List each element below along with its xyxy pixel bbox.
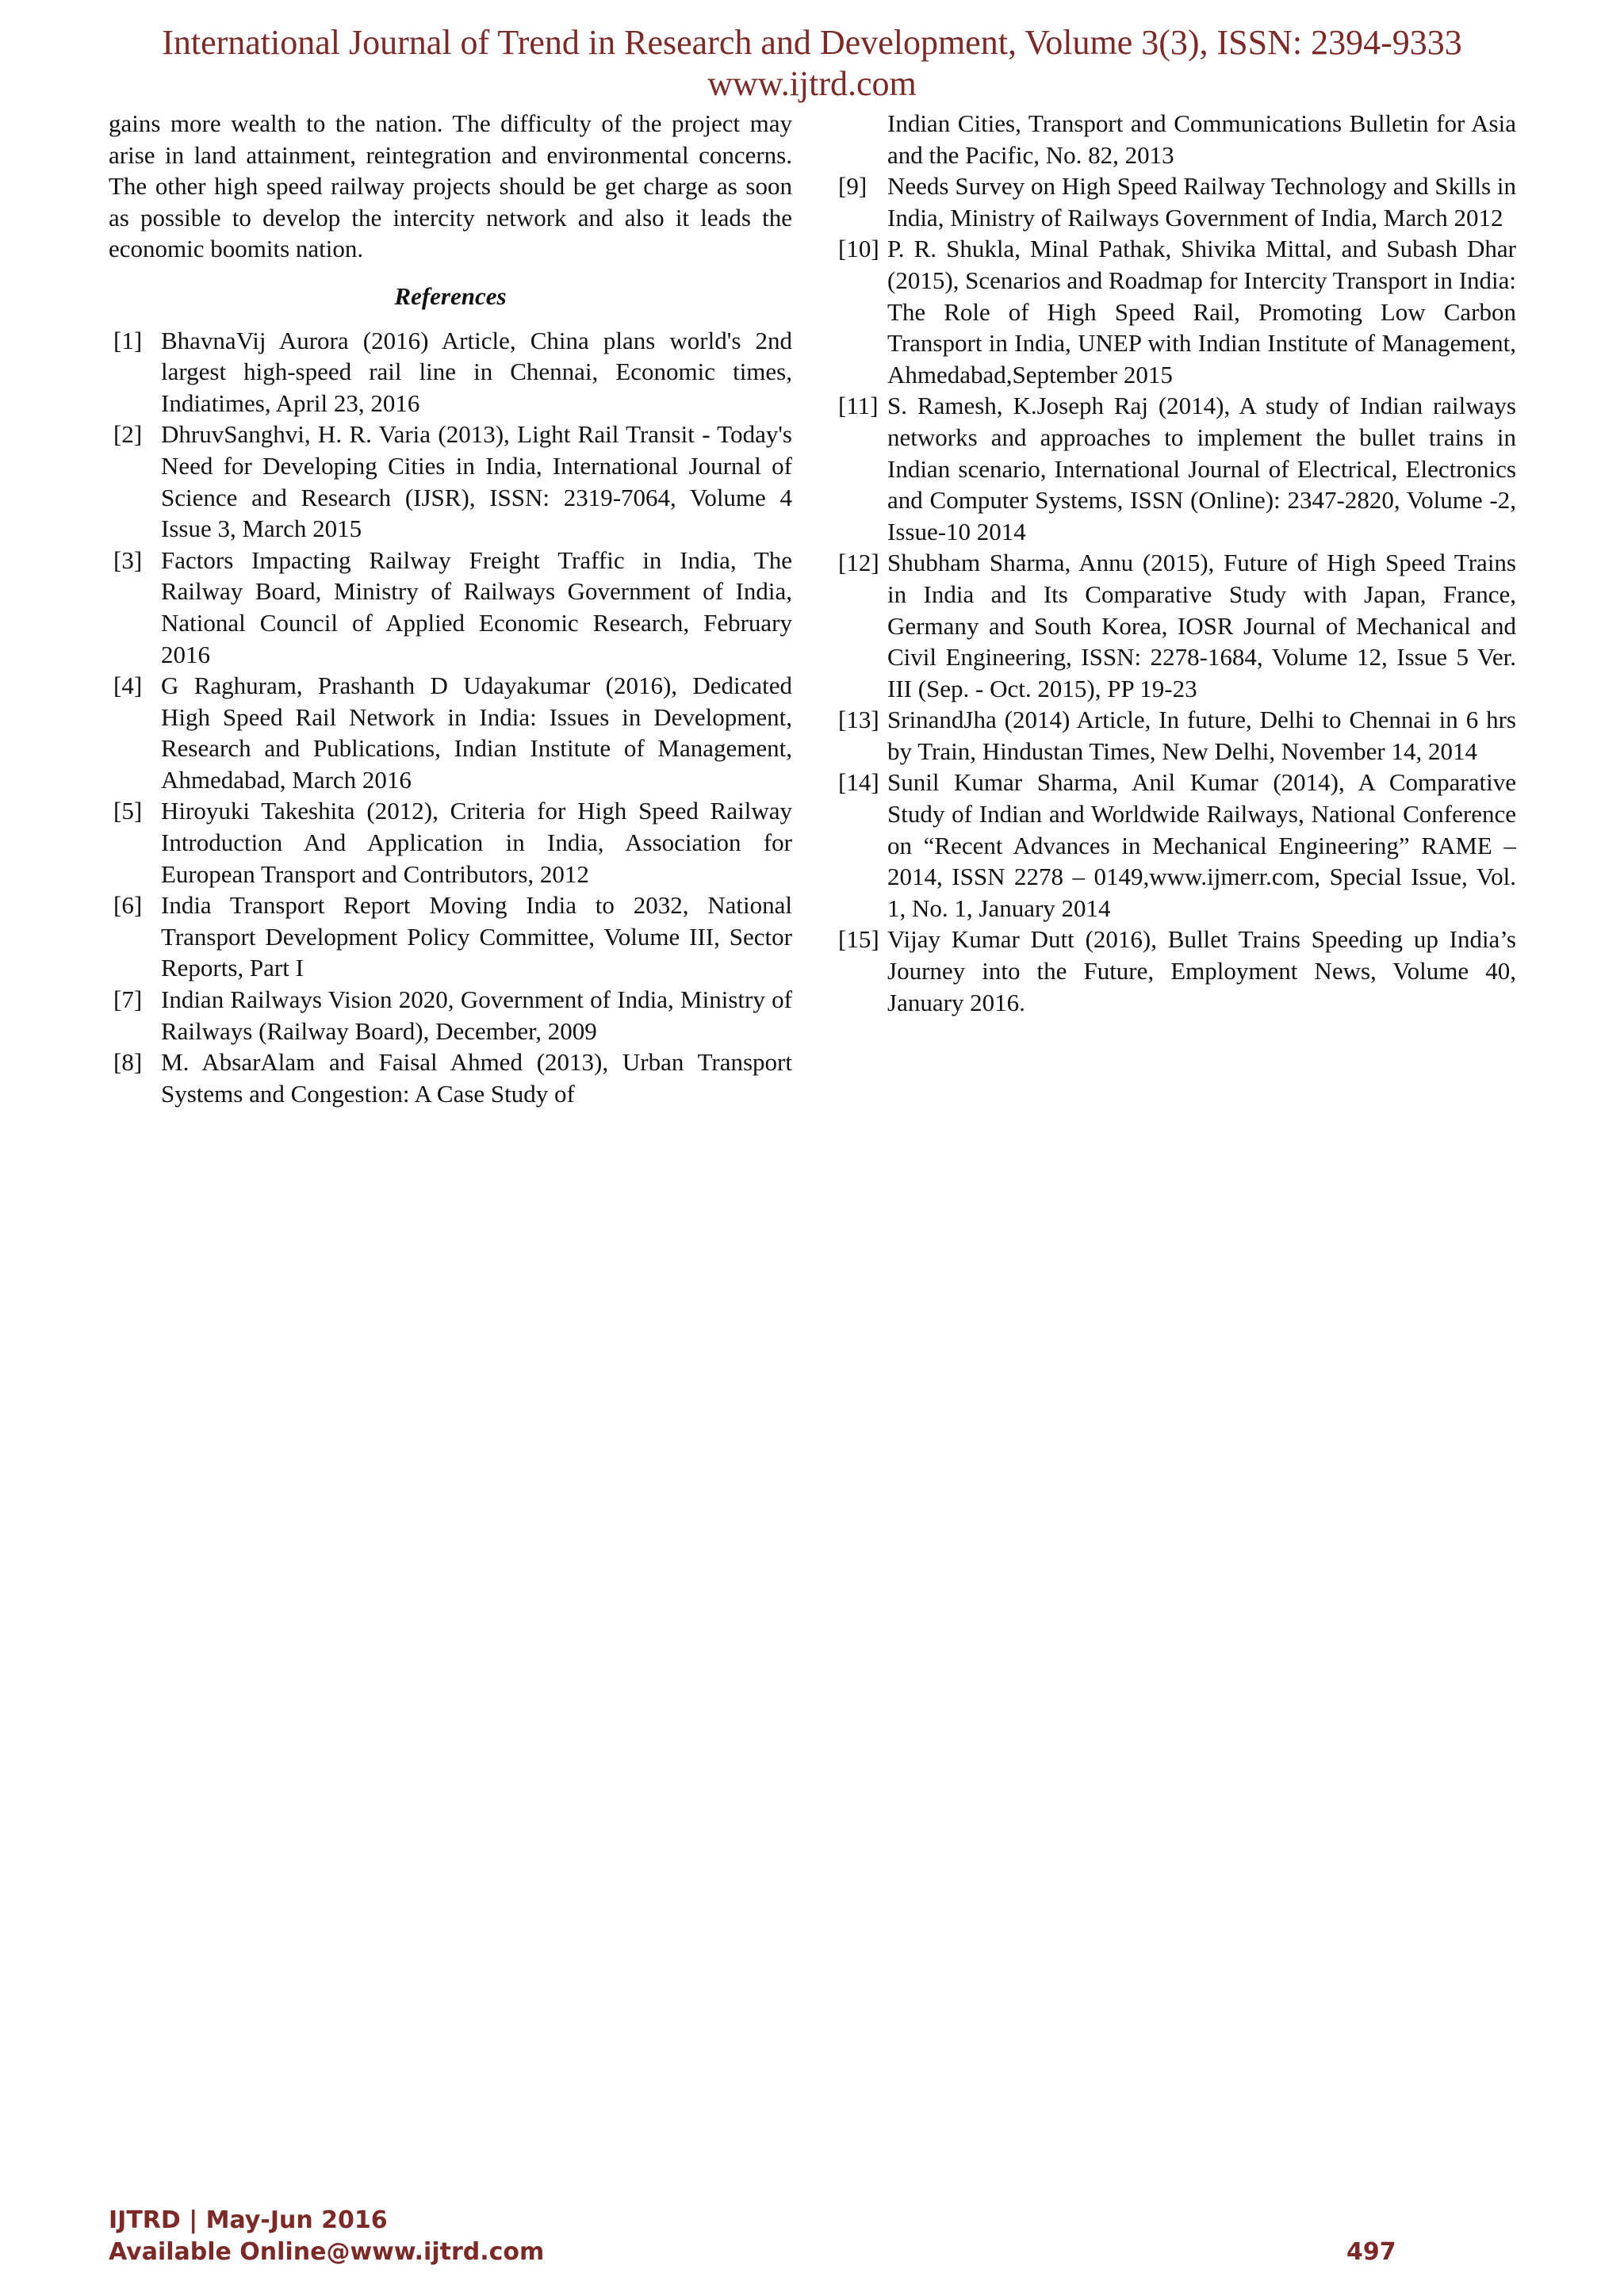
reference-text: BhavnaVij Aurora (2016) Article, China plans world's 2nd largest high-speed rail line in Chennai, Economic times, Indiatimes, April 23, 2016 — [161, 326, 792, 417]
reference-number: [15] — [838, 925, 879, 954]
right-column — [838, 108, 1516, 1018]
reference-text: P. R. Shukla, Minal Pathak, Shivika Mittal, and Subash Dhar (2015), Scenarios and Roadmap for Intercity Transport in India: The Role of High Speed Rail, Promoting Low Carbon Transport in India, UNEP with Indian Institute of Management, Ahmedabad,September 2015 — [887, 235, 1516, 388]
reference-text: G Raghuram, Prashanth D Udayakumar (2016), Dedicated High Speed Rail Network in India: Issues in Development, Research and Publications, Indian Institute of Management, Ahmedabad, March 2016 — [161, 672, 792, 794]
reference-text: Indian Railways Vision 2020, Government of India, Ministry of Railways (Railway Board), December, 2009 — [161, 985, 792, 1045]
reference-text: S. Ramesh, K.Joseph Raj (2014), A study of Indian railways networks and approaches to implement the bullet trains in Indian scenario, International Journal of Electrical, Electronics and Computer Systems, ISSN (Online): 2347-2820, Volume -2, Issue-10 2014 — [887, 392, 1516, 545]
reference-item — [109, 1047, 792, 1109]
reference-item — [838, 547, 1516, 704]
reference-item — [109, 795, 792, 890]
reference-item — [838, 390, 1516, 547]
reference-number: [14] — [838, 768, 879, 797]
page-number: 497 — [1346, 2238, 1396, 2266]
reference-item — [109, 325, 792, 419]
reference-item — [109, 890, 792, 984]
reference-number: [10] — [838, 235, 879, 263]
reference-number: [4] — [113, 672, 143, 700]
reference-number: [2] — [113, 420, 143, 449]
reference-text: Factors Impacting Railway Freight Traffic in India, The Railway Board, Ministry of Railways Government of India, National Council of Applied Economic Research, February 2016 — [161, 545, 792, 668]
reference-item — [838, 233, 1516, 390]
conclusion-paragraph: gains more wealth to the nation. The difficulty of the project may arise in land attainment, reintegration and environmental concerns. The other high speed railway projects should be get charge as soon as possible to develop the intercity network and also it leads the economic boomits nation. — [109, 109, 792, 263]
reference-number: [3] — [113, 545, 143, 574]
reference-number: [1] — [113, 326, 143, 354]
reference-text: Shubham Sharma, Annu (2015), Future of High Speed Trains in India and Its Comparative Study with Japan, France, Germany and South Korea, IOSR Journal of Mechanical and Civil Engineering, ISSN: 2278-1684, Volume 12, Issue 5 Ver. III (Sep. - Oct. 2015), PP 19-23 — [887, 549, 1516, 702]
footer-availability: Available Online@www.ijtrd.com — [109, 2238, 545, 2266]
reference-text: SrinandJha (2014) Article, In future, Delhi to Chennai in 6 hrs by Train, Hindustan Times, New Delhi, November 14, 2014 — [887, 706, 1516, 765]
reference-number: [5] — [113, 797, 143, 825]
reference-text: Sunil Kumar Sharma, Anil Kumar (2014), A Comparative Study of Indian and Worldwide Railways, National Conference on “Recent Advances in Mechanical Engineering” RAME – 2014, ISSN 2278 – 0149,www.ijmerr.com, Special Issue, Vol. 1, No. 1, January 2014 — [887, 768, 1516, 922]
reference-text: M. AbsarAlam and Faisal Ahmed (2013), Urban Transport Systems and Congestion: A Case Study of — [161, 1048, 792, 1108]
reference-continuation: Indian Cities, Transport and Communications Bulletin for Asia and the Pacific, No. 82, 2013 — [887, 109, 1516, 169]
reference-text: Vijay Kumar Dutt (2016), Bullet Trains Speeding up India’s Journey into the Future, Employment News, Volume 40, January 2016. — [887, 925, 1516, 1016]
reference-item — [838, 924, 1516, 1018]
reference-text: Needs Survey on High Speed Railway Technology and Skills in India, Ministry of Railways Government of India, March 2012 — [887, 172, 1516, 232]
reference-item — [838, 767, 1516, 924]
page-footer — [109, 2205, 544, 2268]
reference-text: DhruvSanghvi, H. R. Varia (2013), Light Rail Transit - Today's Need for Developing Cities in India, International Journal of Science and Research (IJSR), ISSN: 2319-7064, Volume 4 Issue 3, March 2015 — [161, 420, 792, 543]
reference-number: [8] — [113, 1048, 143, 1077]
left-column — [109, 108, 792, 1109]
footer-issue: IJTRD | May-Jun 2016 — [109, 2206, 388, 2234]
reference-number: [13] — [838, 706, 879, 734]
reference-number: [12] — [838, 549, 879, 577]
reference-number: [9] — [838, 172, 868, 201]
page-header — [0, 22, 1624, 105]
reference-item — [838, 704, 1516, 767]
journal-title: International Journal of Trend in Research and Development, Volume 3(3), ISSN: 2394-9333 — [162, 23, 1462, 62]
reference-item — [109, 670, 792, 795]
reference-number: [11] — [838, 392, 879, 420]
journal-website: www.ijtrd.com — [707, 64, 917, 103]
reference-item — [109, 419, 792, 544]
references-heading: References — [394, 281, 507, 310]
reference-item — [838, 170, 1516, 233]
reference-item — [109, 984, 792, 1047]
reference-text: Hiroyuki Takeshita (2012), Criteria for High Speed Railway Introduction And Application in India, Association for European Transport and Contributors, 2012 — [161, 797, 792, 888]
reference-item — [109, 545, 792, 670]
reference-number: [6] — [113, 891, 143, 920]
reference-number: [7] — [113, 985, 143, 1014]
reference-text: India Transport Report Moving India to 2032, National Transport Development Policy Committee, Volume III, Sector Reports, Part I — [161, 891, 792, 982]
